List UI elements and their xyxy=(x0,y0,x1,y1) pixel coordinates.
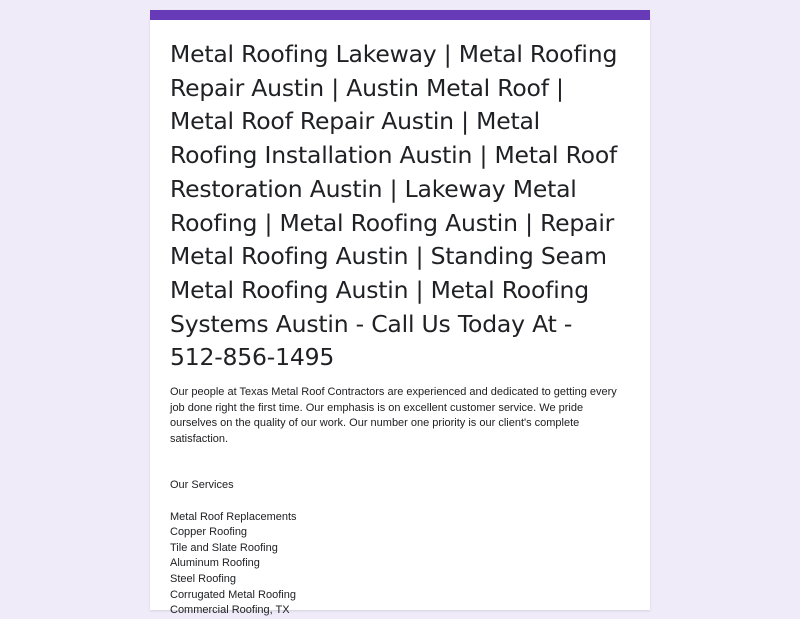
description-paragraph: Our people at Texas Metal Roof Contractors are experienced and dedicated to getting every job done right the first time. Our emphasis is on excellent customer service. We pride ourselves on the quality of our work. Our number one priority is our client's complete satisfaction. xyxy=(170,386,617,445)
card-body xyxy=(150,20,650,619)
service-item: Copper Roofing xyxy=(170,526,248,539)
service-item: Steel Roofing xyxy=(170,572,237,585)
service-item: Tile and Slate Roofing xyxy=(170,541,278,554)
form-description xyxy=(170,385,630,619)
service-item: Metal Roof Replacements xyxy=(170,510,297,523)
service-item: Commercial Roofing, TX xyxy=(170,604,290,617)
form-header-card xyxy=(150,10,650,617)
service-item: Aluminum Roofing xyxy=(170,557,260,570)
service-item: Corrugated Metal Roofing xyxy=(170,588,296,601)
services-heading: Our Services xyxy=(170,479,234,492)
services-list xyxy=(170,510,630,619)
accent-bar xyxy=(150,10,650,20)
form-title: Metal Roofing Lakeway | Metal Roofing Repair Austin | Austin Metal Roof | Metal Roof Repair Austin | Metal Roofing Installation Austin | Metal Roof Restoration Austin | Lakeway Metal Roofing | Metal Roofing Austin | Repair Metal Roofing Austin | Standing Seam Metal Roofing Austin | Metal Roofing Systems Austin - Call Us Today At - 512-856-1495 xyxy=(170,40,618,372)
